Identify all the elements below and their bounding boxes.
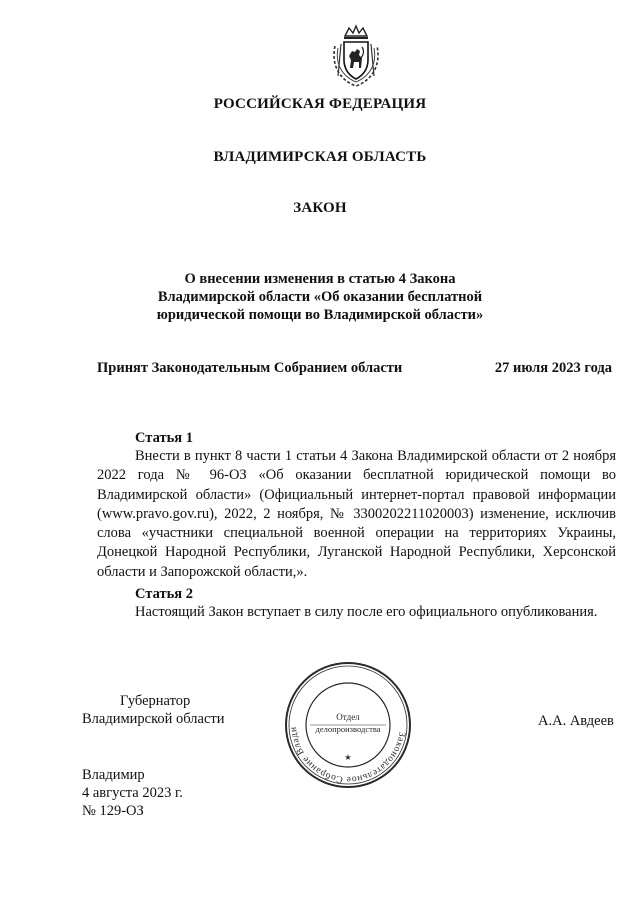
header-country: РОССИЙСКАЯ ФЕДЕРАЦИЯ [213,96,427,112]
footer-number: № 129-ОЗ [82,803,144,819]
header-region: ВЛАДИМИРСКАЯ ОБЛАСТЬ [213,149,427,165]
footer-city: Владимир [82,767,145,783]
signature-position-line-1: Губернатор [120,693,191,709]
footer-date: 4 августа 2023 г. [82,785,183,801]
stamp-outer-text: Законодательное Собрание Влади [288,726,407,785]
article-1-text: Внести в пункт 8 части 1 статьи 4 Закона Владимирской области от 2 ноября 2022 года № 96-ОЗ «Об оказании бесплатной юридической помощи во Владимирской области» (Официальный интернет-портал правовой информации (www.pravo.gov.ru), 2022, 2 ноября, № 3300202211020003) изменение, исключив слова «участники специальной военной операции на территориях Украины, Донецкой Народной Республики, Луганской Народной Республики, Херсонской области и Запорожской области,». [97,448,616,580]
title-line-3: юридической помощи во Владимирской области» [156,307,484,323]
header-doc-type: ЗАКОН [293,200,347,216]
adopted-by: Принят Законодательным Собранием области [97,360,403,376]
stamp-inner-line-2: делопроизводства [315,724,381,734]
signature-position-line-2: Владимирской области [82,711,225,727]
article-1-heading: Статья 1 [135,430,193,446]
stamp-inner-line-1: Отдел [336,712,360,722]
stamp-star-icon: ★ [344,753,352,762]
adopted-date: 27 июля 2023 года [494,360,612,376]
official-stamp [283,660,413,790]
coat-of-arms-icon [329,24,383,88]
article-2-heading: Статья 2 [135,586,193,602]
signature-name: А.А. Авдеев [538,713,614,729]
title-line-2: Владимирской области «Об оказании бесплатной [157,289,483,305]
article-2-text: Настоящий Закон вступает в силу после его официального опубликования. [135,604,598,620]
title-line-1: О внесении изменения в статью 4 Закона [184,271,456,287]
